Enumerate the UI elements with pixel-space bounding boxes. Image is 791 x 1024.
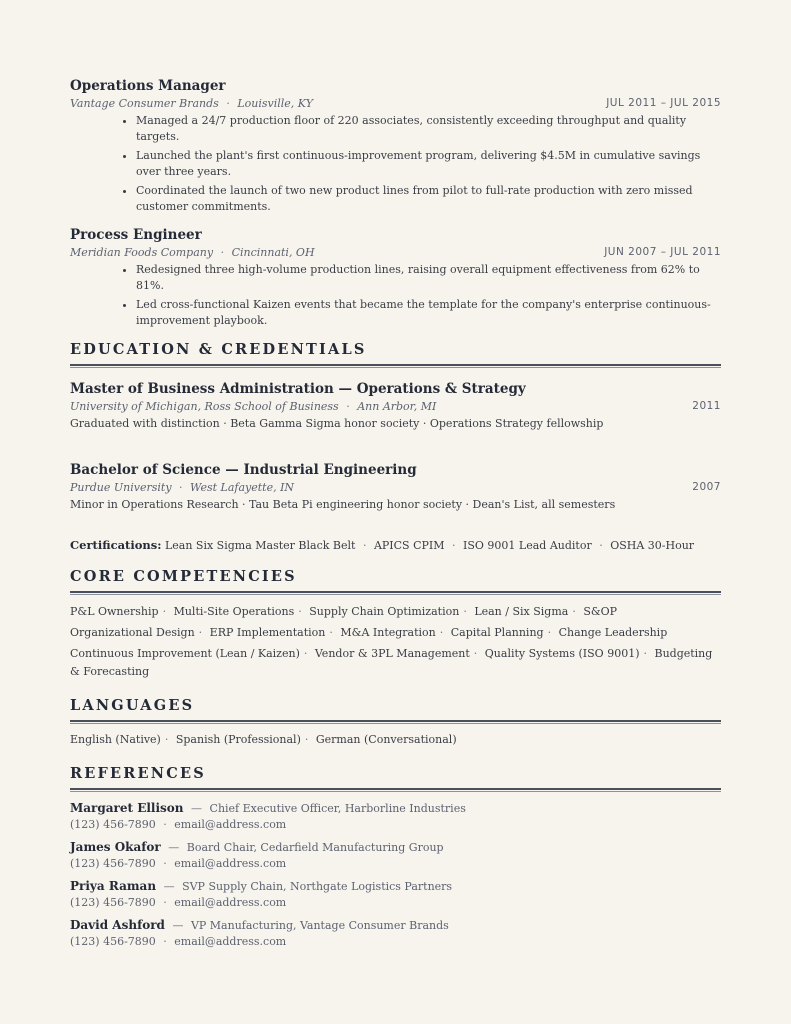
reference-entry (70, 839, 721, 872)
competency-item: M&A Integration (340, 626, 436, 639)
competency-line (70, 645, 721, 681)
competency-item: Capital Planning (450, 626, 544, 639)
section-competencies (70, 568, 721, 595)
reference-phone: (123) 456-7890 (70, 857, 156, 870)
separator-dot: · (362, 539, 367, 552)
separator-dot: · (439, 626, 444, 639)
degree-school: Purdue University (70, 481, 172, 494)
competency-item: Continuous Improvement (Lean / Kaizen) (70, 647, 300, 660)
reference-phone: (123) 456-7890 (70, 935, 156, 948)
competency-line (70, 603, 721, 621)
separator-dot: · (346, 400, 350, 413)
section-rule (70, 364, 721, 368)
job-company: Vantage Consumer Brands (70, 97, 219, 110)
job-org (70, 245, 315, 260)
section-title: LANGUAGES (70, 697, 195, 714)
degree-title: Bachelor of Science — Industrial Engineering (70, 462, 417, 478)
separator-dot: · (198, 626, 203, 639)
degree-location: Ann Arbor, MI (357, 400, 437, 413)
reference-header (70, 800, 721, 817)
separator-dot: · (163, 896, 167, 909)
reference-role: Chief Executive Officer, Harborline Industries (209, 802, 466, 815)
education-entry (70, 462, 721, 513)
degree-school: University of Michigan, Ross School of Business (70, 400, 339, 413)
job-bullet: • Redesigned three high-volume production lines, raising overall equipment effectiveness from 62% to 81%. (136, 262, 721, 294)
degree-year: 2007 (692, 481, 721, 493)
competency-item: Multi-Site Operations (173, 605, 295, 618)
section-rule (70, 591, 721, 595)
reference-email: email@address.com (174, 818, 287, 831)
job-bullets (70, 262, 721, 329)
reference-email: email@address.com (174, 935, 287, 948)
reference-name: Priya Raman (70, 879, 157, 893)
separator-dot: · (329, 626, 333, 639)
degree-meta (70, 399, 721, 414)
reference-header (70, 839, 721, 856)
degree-year: 2011 (692, 400, 721, 412)
competency-line (70, 624, 721, 642)
degree-detail: Minor in Operations Research · Tau Beta Pi engineering honor society · Dean's List, all semesters (70, 498, 616, 511)
separator-dot: · (452, 539, 456, 552)
job-entry (70, 78, 721, 215)
reference-role: VP Manufacturing, Vantage Consumer Brands (190, 919, 449, 932)
separator-dot: · (304, 733, 309, 746)
reference-contact (70, 856, 721, 872)
separator-dot: · (473, 647, 478, 660)
job-location: Cincinnati, OH (231, 246, 315, 259)
separator-dash: — (163, 880, 175, 893)
separator-dot: · (164, 733, 169, 746)
separator-dot: · (162, 605, 167, 618)
reference-contact (70, 817, 721, 833)
certifications-label: Certifications: (70, 538, 162, 552)
reference-entry (70, 917, 721, 950)
degree-title: Master of Business Administration — Operations & Strategy (70, 381, 526, 397)
section-title: REFERENCES (70, 765, 206, 782)
degree-org (70, 399, 436, 414)
job-meta (70, 96, 721, 111)
separator-dot: · (547, 626, 552, 639)
certification-item: APICS CPIM (373, 539, 445, 552)
job-bullet: • Coordinated the launch of two new product lines from pilot to full-rate production with zero missed customer commitments. (136, 183, 721, 215)
degree-detail: Graduated with distinction · Beta Gamma Sigma honor society · Operations Strategy fellowship (70, 417, 604, 430)
reference-phone: (123) 456-7890 (70, 896, 156, 909)
section-education (70, 341, 721, 368)
separator-dot: · (220, 246, 225, 259)
language-item: English (Native) (70, 733, 161, 746)
job-meta (70, 245, 721, 260)
reference-role: Board Chair, Cedarfield Manufacturing Group (186, 841, 444, 854)
separator-dot: · (163, 857, 167, 870)
separator-dot: · (163, 935, 167, 948)
separator-dot: · (298, 605, 302, 618)
job-bullet: • Led cross-functional Kaizen events that became the template for the company's enterprise continuous-improvement playbook. (136, 297, 721, 329)
job-title: Process Engineer (70, 227, 202, 243)
languages-line (70, 731, 721, 749)
job-bullets (70, 113, 721, 215)
reference-header (70, 917, 721, 934)
reference-entry (70, 800, 721, 833)
certification-item: OSHA 30-Hour (610, 539, 695, 552)
reference-contact (70, 934, 721, 950)
reference-header (70, 878, 721, 895)
job-dates: JUL 2011 – JUL 2015 (606, 97, 721, 109)
certifications (70, 537, 721, 554)
separator-dot: · (163, 818, 167, 831)
job-dates: JUN 2007 – JUL 2011 (604, 246, 721, 258)
section-rule (70, 720, 721, 724)
language-item: German (Conversational) (315, 733, 457, 746)
degree-location: West Lafayette, IN (190, 481, 295, 494)
competency-item: Lean / Six Sigma (474, 605, 569, 618)
languages-list (70, 731, 721, 749)
certification-item: Lean Six Sigma Master Black Belt (164, 539, 356, 552)
reference-name: Margaret Ellison (70, 801, 184, 815)
degree-org (70, 480, 294, 495)
certification-item: ISO 9001 Lead Auditor (463, 539, 592, 552)
separator-dash: — (191, 802, 203, 815)
separator-dash: — (168, 841, 180, 854)
section-title: EDUCATION & CREDENTIALS (70, 341, 367, 358)
separator-dash: — (172, 919, 184, 932)
reference-role: SVP Supply Chain, Northgate Logistics Partners (182, 880, 453, 893)
reference-entry (70, 878, 721, 911)
reference-name: David Ashford (70, 918, 165, 932)
job-org (70, 96, 313, 111)
competencies-list (70, 603, 721, 681)
competency-item: ERP Implementation (209, 626, 326, 639)
competency-item: Organizational Design (70, 626, 195, 639)
reference-email: email@address.com (174, 896, 287, 909)
competency-item: Change Leadership (558, 626, 668, 639)
reference-name: James Okafor (70, 840, 161, 854)
separator-dot: · (643, 647, 647, 660)
separator-dot: · (463, 605, 467, 618)
section-languages (70, 697, 721, 724)
separator-dot: · (572, 605, 576, 618)
section-references (70, 765, 721, 792)
section-rule (70, 788, 721, 792)
competency-item: Quality Systems (ISO 9001) (484, 647, 640, 660)
competency-item: P&L Ownership (70, 605, 159, 618)
education-entry (70, 381, 721, 432)
job-company: Meridian Foods Company (70, 246, 214, 259)
language-item: Spanish (Professional) (175, 733, 301, 746)
separator-dot: · (303, 647, 308, 660)
separator-dot: · (599, 539, 603, 552)
job-bullet: • Managed a 24/7 production floor of 220 associates, consistently exceeding throughput and quality targets. (136, 113, 721, 145)
separator-dot: · (179, 481, 183, 494)
reference-contact (70, 895, 721, 911)
degree-meta (70, 480, 721, 495)
job-location: Louisville, KY (237, 97, 313, 110)
separator-dot: · (226, 97, 230, 110)
competency-item: Budgeting & Forecasting (70, 647, 713, 678)
references-list (70, 800, 721, 950)
competency-item: Supply Chain Optimization (309, 605, 460, 618)
reference-phone: (123) 456-7890 (70, 818, 156, 831)
job-title: Operations Manager (70, 78, 226, 94)
reference-email: email@address.com (174, 857, 287, 870)
job-bullet: • Launched the plant's first continuous-improvement program, delivering $4.5M in cumulative savings over three years. (136, 148, 721, 180)
job-entry (70, 227, 721, 329)
section-title: CORE COMPETENCIES (70, 568, 297, 585)
competency-item: Vendor & 3PL Management (314, 647, 470, 660)
competency-item: S&OP (583, 605, 618, 618)
